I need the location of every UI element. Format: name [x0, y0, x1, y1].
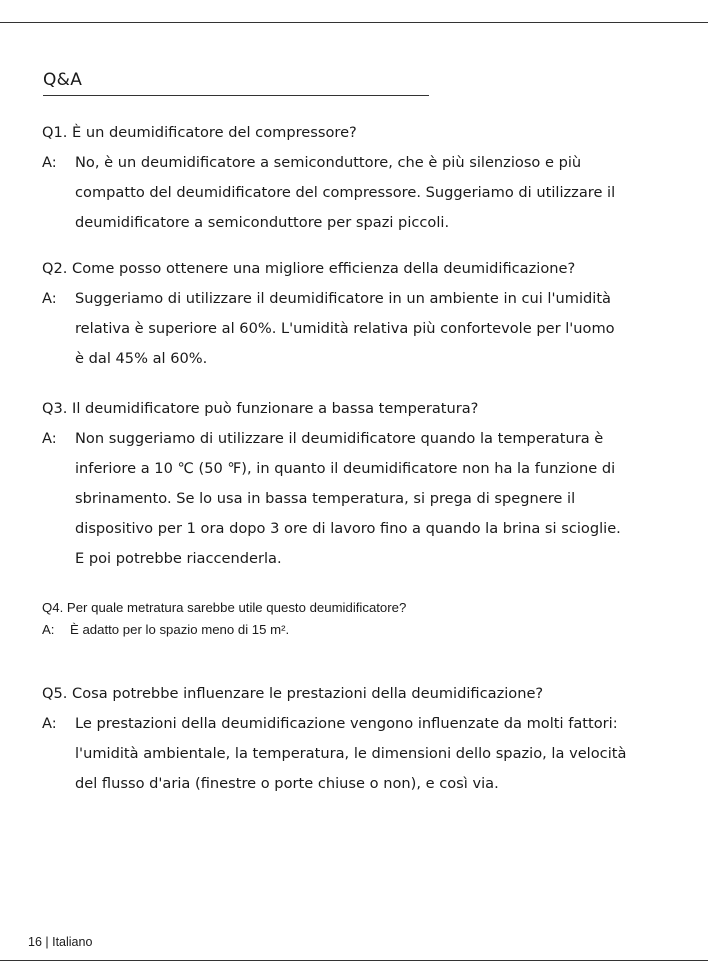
answer-line: È adatto per lo spazio meno di 15 m². — [70, 622, 290, 637]
answer-line: No, è un deumidificatore a semiconduttore, che è più silenzioso e più — [75, 154, 582, 171]
answer-line: Le prestazioni della deumidificazione vengono influenzate da molti fattori: — [75, 715, 618, 732]
bottom-rule — [0, 960, 708, 961]
qa-item-1 — [42, 118, 682, 238]
answer-line: sbrinamento. Se lo usa in bassa temperatura, si prega di spegnere il — [75, 490, 576, 507]
answer-line: relativa è superiore al 60%. L'umidità relativa più confortevole per l'uomo — [75, 320, 615, 337]
answer-line: inferiore a 10 ℃ (50 ℉), in quanto il deumidificatore non ha la funzione di — [75, 460, 616, 477]
answer-line: è dal 45% al 60%. — [75, 350, 208, 367]
answer-3 — [42, 424, 682, 574]
qa-item-2 — [42, 254, 682, 374]
question-1: Q1. È un deumidificatore del compressore? — [42, 124, 357, 141]
top-rule — [0, 22, 708, 23]
answer-prefix: A: — [42, 290, 57, 307]
answer-line: l'umidità ambientale, la temperatura, le dimensioni dello spazio, la velocità — [75, 745, 627, 762]
answer-prefix: A: — [42, 622, 55, 637]
answer-line: compatto del deumidificatore del compressore. Suggeriamo di utilizzare il — [75, 184, 616, 201]
answer-prefix: A: — [42, 154, 57, 171]
answer-line: deumidificatore a semiconduttore per spazi piccoli. — [75, 214, 450, 231]
page-footer: 16 | Italiano — [28, 935, 93, 949]
answer-5 — [42, 709, 682, 799]
answer-4 — [42, 619, 682, 641]
qa-item-3 — [42, 394, 682, 574]
question-2: Q2. Come posso ottenere una migliore efficienza della deumidificazione? — [42, 260, 576, 277]
answer-prefix: A: — [42, 430, 57, 447]
answer-2 — [42, 284, 682, 374]
answer-1 — [42, 148, 682, 238]
answer-line: E poi potrebbe riaccenderla. — [75, 550, 282, 567]
question-5: Q5. Cosa potrebbe influenzare le prestazioni della deumidificazione? — [42, 685, 544, 702]
answer-prefix: A: — [42, 715, 57, 732]
question-3: Q3. Il deumidificatore può funzionare a bassa temperatura? — [42, 400, 479, 417]
question-4: Q4. Per quale metratura sarebbe utile questo deumidificatore? — [42, 600, 407, 615]
answer-line: Non suggeriamo di utilizzare il deumidificatore quando la temperatura è — [75, 430, 604, 447]
answer-line: Suggeriamo di utilizzare il deumidificatore in un ambiente in cui l'umidità — [75, 290, 611, 307]
qa-item-4 — [42, 597, 682, 641]
answer-line: dispositivo per 1 ora dopo 3 ore di lavoro fino a quando la brina si scioglie. — [75, 520, 621, 537]
section-title: Q&A — [43, 69, 429, 96]
answer-line: del flusso d'aria (finestre o porte chiuse o non), e così via. — [75, 775, 499, 792]
qa-item-5 — [42, 679, 682, 799]
